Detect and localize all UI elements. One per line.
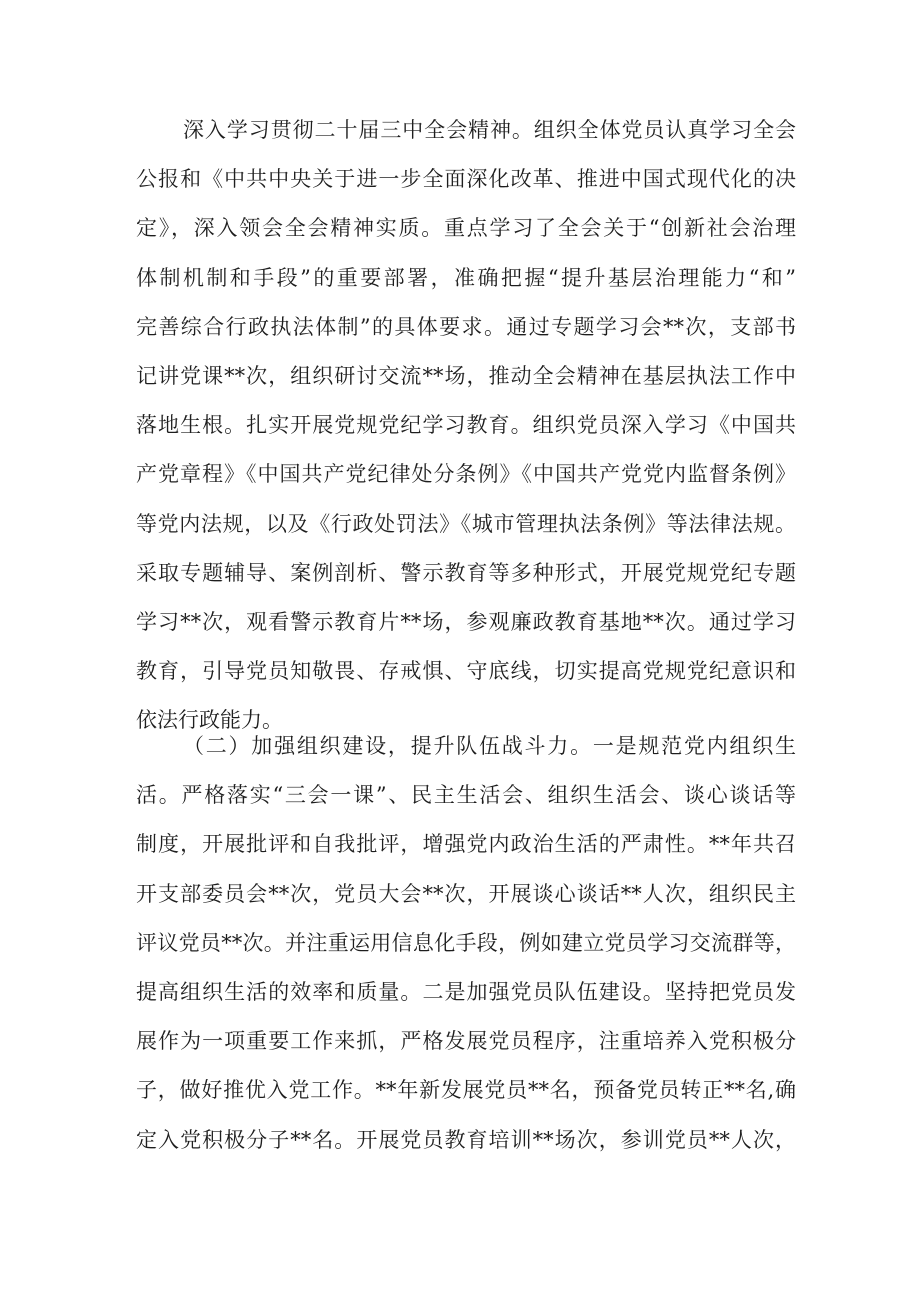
text-line: 深入学习贯彻二十届三中全会精神。组织全体党员认真学习全会 (183, 118, 796, 142)
section-heading-line: （二）加强组织建设，提升队伍战斗力。一是规范党内组织生 (183, 734, 796, 758)
text-line: 等党内法规，以及《行政处罚法》《城市管理执法条例》等法律法规。 (136, 511, 796, 536)
text-line: 提高组织生活的效率和质量。二是加强党员队伍建设。坚持把党员发 (136, 979, 796, 1004)
text-line: 展作为一项重要工作来抓，严格发展党员程序，注重培养入党积极分 (136, 1029, 796, 1054)
text-line: 公报和《中共中央关于进一步全面深化改革、推进中国式现代化的决 (136, 167, 796, 192)
paragraph-organization-building (136, 722, 796, 1165)
text-line: 子，做好推优入党工作。**年新发展党员**名，预备党员转正**名,确 (136, 1078, 796, 1103)
text-line: 开支部委员会**次，党员大会**次，开展谈心谈话**人次，组织民主 (136, 881, 796, 906)
text-line: 制度，开展批评和自我批评，增强党内政治生活的严肃性。**年共召 (136, 832, 796, 857)
text-line: 教育，引导党员知敬畏、存戒惧、守底线，切实提高党规党纪意识和 (136, 659, 796, 684)
text-line: 产党章程》《中国共产党纪律处分条例》《中国共产党党内监督条例》 (136, 462, 796, 487)
text-line: 依法行政能力。 (136, 708, 283, 733)
text-line: 定》，深入领会全会精神实质。重点学习了全会关于“创新社会治理 (136, 216, 796, 241)
text-line: 学习**次，观看警示教育片**场，参观廉政教育基地**次。通过学习 (136, 609, 796, 634)
text-line: 落地生根。扎实开展党规党纪学习教育。组织党员深入学习《中国共 (136, 413, 796, 438)
text-line: 活。严格落实“三会一课”、民主生活会、组织生活会、谈心谈话等 (136, 783, 796, 808)
text-line: 记讲党课**次，组织研讨交流**场，推动全会精神在基层执法工作中 (136, 363, 796, 388)
text-line: 体制机制和手段”的重要部署，准确把握“提升基层治理能力“和” (136, 265, 796, 290)
text-line: 采取专题辅导、案例剖析、警示教育等多种形式，开展党规党纪专题 (136, 560, 796, 585)
paragraph-party-study (136, 106, 796, 745)
text-line: 评议党员**次。并注重运用信息化手段，例如建立党员学习交流群等， (136, 930, 796, 955)
text-line: 完善综合行政执法体制”的具体要求。通过专题学习会**次，支部书 (136, 314, 796, 339)
text-line: 定入党积极分子**名。开展党员教育培训**场次，参训党员**人次， (136, 1127, 796, 1152)
